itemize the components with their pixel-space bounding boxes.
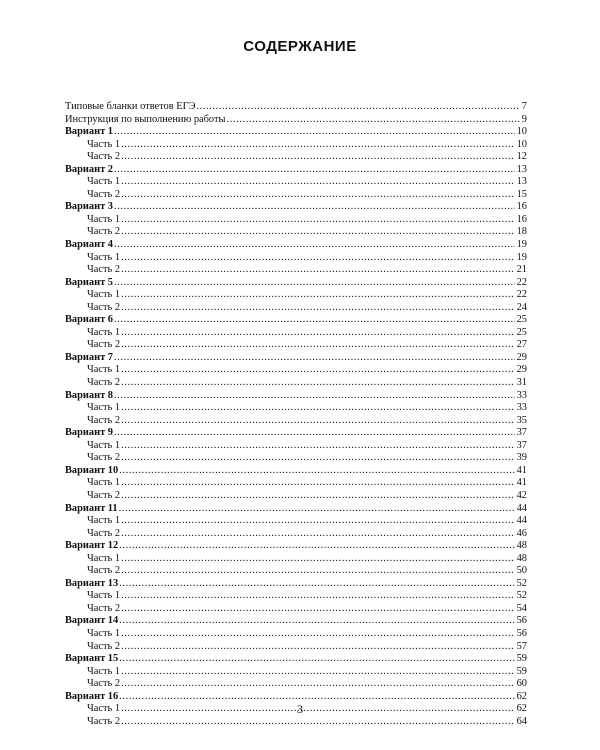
toc-entry-label: Часть 1 (87, 326, 121, 338)
toc-entry-label: Часть 2 (87, 715, 121, 727)
toc-entry-label: Часть 2 (87, 339, 121, 351)
toc-entry-variant (65, 352, 527, 365)
toc-entry-part (65, 402, 527, 415)
toc-entry-part (65, 641, 527, 654)
toc-entry-part (65, 415, 527, 428)
dot-leader (227, 114, 520, 127)
toc-entry-label: Инструкция по выполнению работы (65, 113, 226, 125)
toc-entry-label: Часть 2 (87, 565, 121, 577)
toc-entry-label: Часть 2 (87, 640, 121, 652)
toc-entry-part (65, 264, 527, 277)
toc-entry-label: Часть 1 (87, 477, 121, 489)
dot-leader (121, 339, 515, 352)
toc-entry-page: 29 (516, 364, 527, 376)
dot-leader (121, 327, 515, 340)
toc-entry-page: 16 (516, 213, 527, 225)
toc-entry-page: 46 (516, 527, 527, 539)
toc-entry-page: 9 (521, 113, 527, 125)
toc-entry-part (65, 339, 527, 352)
toc-entry-part (65, 151, 527, 164)
toc-entry-part (65, 528, 527, 541)
dot-leader (121, 666, 515, 679)
toc-entry-part (65, 553, 527, 566)
toc-entry-page: 19 (516, 239, 527, 251)
toc-entry-page: 50 (516, 565, 527, 577)
toc-entry-variant (65, 201, 527, 214)
toc-entry-part (65, 716, 527, 729)
toc-entry-variant (65, 314, 527, 327)
toc-entry-page: 59 (516, 665, 527, 677)
toc-entry-label: Часть 1 (87, 289, 121, 301)
toc-entry-page: 37 (516, 439, 527, 451)
dot-leader (119, 503, 515, 516)
toc-entry-page: 59 (516, 653, 527, 665)
toc-entry-page: 60 (516, 678, 527, 690)
toc-entry-label: Часть 1 (87, 515, 121, 527)
toc-entry-label: Типовые бланки ответов ЕГЭ (65, 101, 196, 112)
toc-entry-page: 41 (516, 477, 527, 489)
toc-entry-top (65, 101, 527, 114)
toc-entry-page: 62 (516, 703, 527, 715)
toc-entry-page: 31 (516, 377, 527, 389)
page-number: 3 (297, 702, 303, 716)
dot-leader (121, 603, 515, 616)
toc-entry-variant (65, 277, 527, 290)
toc-entry-page: 13 (516, 163, 527, 175)
dot-leader (121, 590, 515, 603)
dot-leader (121, 678, 515, 691)
toc-entry-part (65, 302, 527, 315)
dot-leader (121, 377, 515, 390)
toc-entry-label: Вариант 2 (65, 163, 113, 175)
toc-entry-label: Часть 2 (87, 452, 121, 464)
toc-entry-label: Часть 2 (87, 301, 121, 313)
toc-entry-label: Вариант 14 (65, 615, 119, 627)
toc-entry-part (65, 452, 527, 465)
toc-entry-label: Вариант 12 (65, 540, 119, 552)
toc-entry-label: Вариант 16 (65, 690, 119, 702)
toc-entry-variant (65, 465, 527, 478)
toc-entry-page: 44 (516, 515, 527, 527)
toc-entry-label: Часть 1 (87, 590, 121, 602)
dot-leader (119, 653, 514, 666)
toc-entry-label: Часть 1 (87, 665, 121, 677)
toc-entry-part (65, 590, 527, 603)
toc-entry-label: Часть 2 (87, 188, 121, 200)
toc-entry-page: 25 (516, 326, 527, 338)
toc-entry-page: 37 (516, 427, 527, 439)
toc-entry-variant (65, 540, 527, 553)
toc-entry-part (65, 139, 527, 152)
dot-leader (114, 314, 515, 327)
toc-entry-page: 10 (516, 126, 527, 138)
dot-leader (119, 540, 514, 553)
toc-entry-variant (65, 578, 527, 591)
toc-entry-label: Вариант 13 (65, 577, 119, 589)
dot-leader (114, 277, 515, 290)
toc-entry-part (65, 440, 527, 453)
dot-leader (119, 465, 514, 478)
toc-entry-label: Вариант 11 (65, 502, 118, 514)
toc-entry-part (65, 628, 527, 641)
toc-entry-part (65, 289, 527, 302)
toc-entry-part (65, 377, 527, 390)
toc-entry-variant (65, 164, 527, 177)
toc-entry-label: Часть 1 (87, 627, 121, 639)
toc-entry-label: Часть 1 (87, 402, 121, 414)
dot-leader (121, 490, 515, 503)
toc-entry-label: Часть 1 (87, 176, 121, 188)
toc-entry-page: 29 (516, 351, 527, 363)
toc-entry-page: 62 (516, 690, 527, 702)
toc-entry-part (65, 364, 527, 377)
toc-entry-label: Часть 2 (87, 489, 121, 501)
toc-entry-page: 56 (516, 615, 527, 627)
toc-entry-page: 21 (516, 264, 527, 276)
toc-entry-page: 22 (516, 289, 527, 301)
toc-entry-page: 41 (516, 464, 527, 476)
toc-entry-page: 16 (516, 201, 527, 213)
dot-leader (121, 402, 515, 415)
toc-entry-page: 24 (516, 301, 527, 313)
toc-entry-variant (65, 427, 527, 440)
toc-entry-page: 57 (516, 640, 527, 652)
toc-entry-page: 48 (516, 540, 527, 552)
toc-entry-label: Часть 2 (87, 264, 121, 276)
toc-entry-label: Часть 1 (87, 213, 121, 225)
toc-entry-label: Часть 2 (87, 226, 121, 238)
toc-entry-variant (65, 503, 527, 516)
dot-leader (114, 239, 515, 252)
toc-entry-label: Вариант 7 (65, 351, 113, 363)
dot-leader (121, 477, 515, 490)
dot-leader (114, 201, 515, 214)
toc-entry-label: Часть 2 (87, 602, 121, 614)
dot-leader (121, 289, 515, 302)
dot-leader (121, 252, 515, 265)
dot-leader (114, 126, 515, 139)
toc-entry-page: 13 (516, 176, 527, 188)
dot-leader (114, 352, 515, 365)
toc-entry-variant (65, 239, 527, 252)
toc-entry-label: Вариант 6 (65, 314, 113, 326)
toc-entry-label: Часть 2 (87, 151, 121, 163)
toc-entry-part (65, 666, 527, 679)
dot-leader (121, 565, 515, 578)
dot-leader (114, 427, 515, 440)
toc-entry-part (65, 565, 527, 578)
toc-entry-label: Часть 2 (87, 414, 121, 426)
toc-entry-page: 54 (516, 602, 527, 614)
toc-entry-part (65, 214, 527, 227)
toc-entry-page: 27 (516, 339, 527, 351)
toc-entry-page: 10 (516, 138, 527, 150)
toc-entry-label: Часть 1 (87, 552, 121, 564)
toc-entry-page: 44 (516, 502, 527, 514)
dot-leader (121, 189, 515, 202)
toc-entry-part (65, 189, 527, 202)
toc-entry-label: Часть 1 (87, 439, 121, 451)
toc-entry-label: Часть 2 (87, 527, 121, 539)
dot-leader (121, 641, 515, 654)
toc-entry-label: Вариант 8 (65, 389, 113, 401)
dot-leader (121, 302, 515, 315)
toc-entry-variant (65, 653, 527, 666)
dot-leader (121, 264, 515, 277)
toc-entry-page: 35 (516, 414, 527, 426)
dot-leader (114, 390, 515, 403)
toc-entry-label: Вариант 3 (65, 201, 113, 213)
toc-entry-part (65, 226, 527, 239)
toc-entry-label: Вариант 4 (65, 239, 113, 251)
dot-leader (121, 515, 515, 528)
toc-entry-part (65, 515, 527, 528)
toc-entry-part (65, 490, 527, 503)
toc-entry-variant (65, 390, 527, 403)
toc-entry-page: 19 (516, 251, 527, 263)
toc-entry-label: Вариант 10 (65, 464, 119, 476)
toc-entry-page: 22 (516, 276, 527, 288)
dot-leader (121, 214, 515, 227)
toc-entry-label: Часть 2 (87, 678, 121, 690)
toc-entry-label: Вариант 5 (65, 276, 113, 288)
dot-leader (121, 716, 515, 729)
toc-entry-page: 33 (516, 389, 527, 401)
dot-leader (121, 364, 515, 377)
toc-entry-page: 52 (516, 577, 527, 589)
dot-leader (121, 553, 515, 566)
toc-entry-label: Часть 1 (87, 138, 121, 150)
dot-leader (121, 528, 515, 541)
toc-entry-label: Часть 2 (87, 377, 121, 389)
dot-leader (121, 139, 515, 152)
dot-leader (114, 164, 515, 177)
dot-leader (119, 578, 514, 591)
toc-entry-label: Часть 1 (87, 251, 121, 263)
dot-leader (196, 101, 519, 114)
toc-entry-page: 33 (516, 402, 527, 414)
dot-leader (121, 151, 515, 164)
toc-entry-part (65, 176, 527, 189)
table-of-contents (65, 101, 527, 728)
dot-leader (121, 452, 515, 465)
toc-entry-page: 64 (516, 715, 527, 727)
toc-entry-page: 56 (516, 627, 527, 639)
toc-entry-part (65, 477, 527, 490)
toc-entry-part (65, 603, 527, 616)
dot-leader (121, 628, 515, 641)
page-title: СОДЕРЖАНИЕ (243, 38, 357, 55)
toc-entry-page: 7 (521, 101, 527, 112)
toc-entry-variant (65, 126, 527, 139)
toc-entry-part (65, 678, 527, 691)
toc-entry-page: 15 (516, 188, 527, 200)
dot-leader (121, 415, 515, 428)
toc-entry-part (65, 252, 527, 265)
dot-leader (121, 226, 515, 239)
toc-entry-page: 48 (516, 552, 527, 564)
toc-entry-page: 25 (516, 314, 527, 326)
toc-entry-page: 12 (516, 151, 527, 163)
toc-entry-page: 39 (516, 452, 527, 464)
dot-leader (119, 615, 514, 628)
toc-entry-label: Часть 1 (87, 364, 121, 376)
toc-entry-top (65, 114, 527, 127)
dot-leader (121, 176, 515, 189)
toc-entry-label: Вариант 15 (65, 653, 119, 665)
toc-entry-page: 18 (516, 226, 527, 238)
toc-entry-label: Часть 1 (87, 703, 121, 715)
toc-entry-part (65, 327, 527, 340)
dot-leader (121, 440, 515, 453)
toc-entry-label: Вариант 1 (65, 126, 113, 138)
toc-entry-page: 42 (516, 489, 527, 501)
toc-entry-label: Вариант 9 (65, 427, 113, 439)
toc-entry-variant (65, 615, 527, 628)
toc-entry-page: 52 (516, 590, 527, 602)
